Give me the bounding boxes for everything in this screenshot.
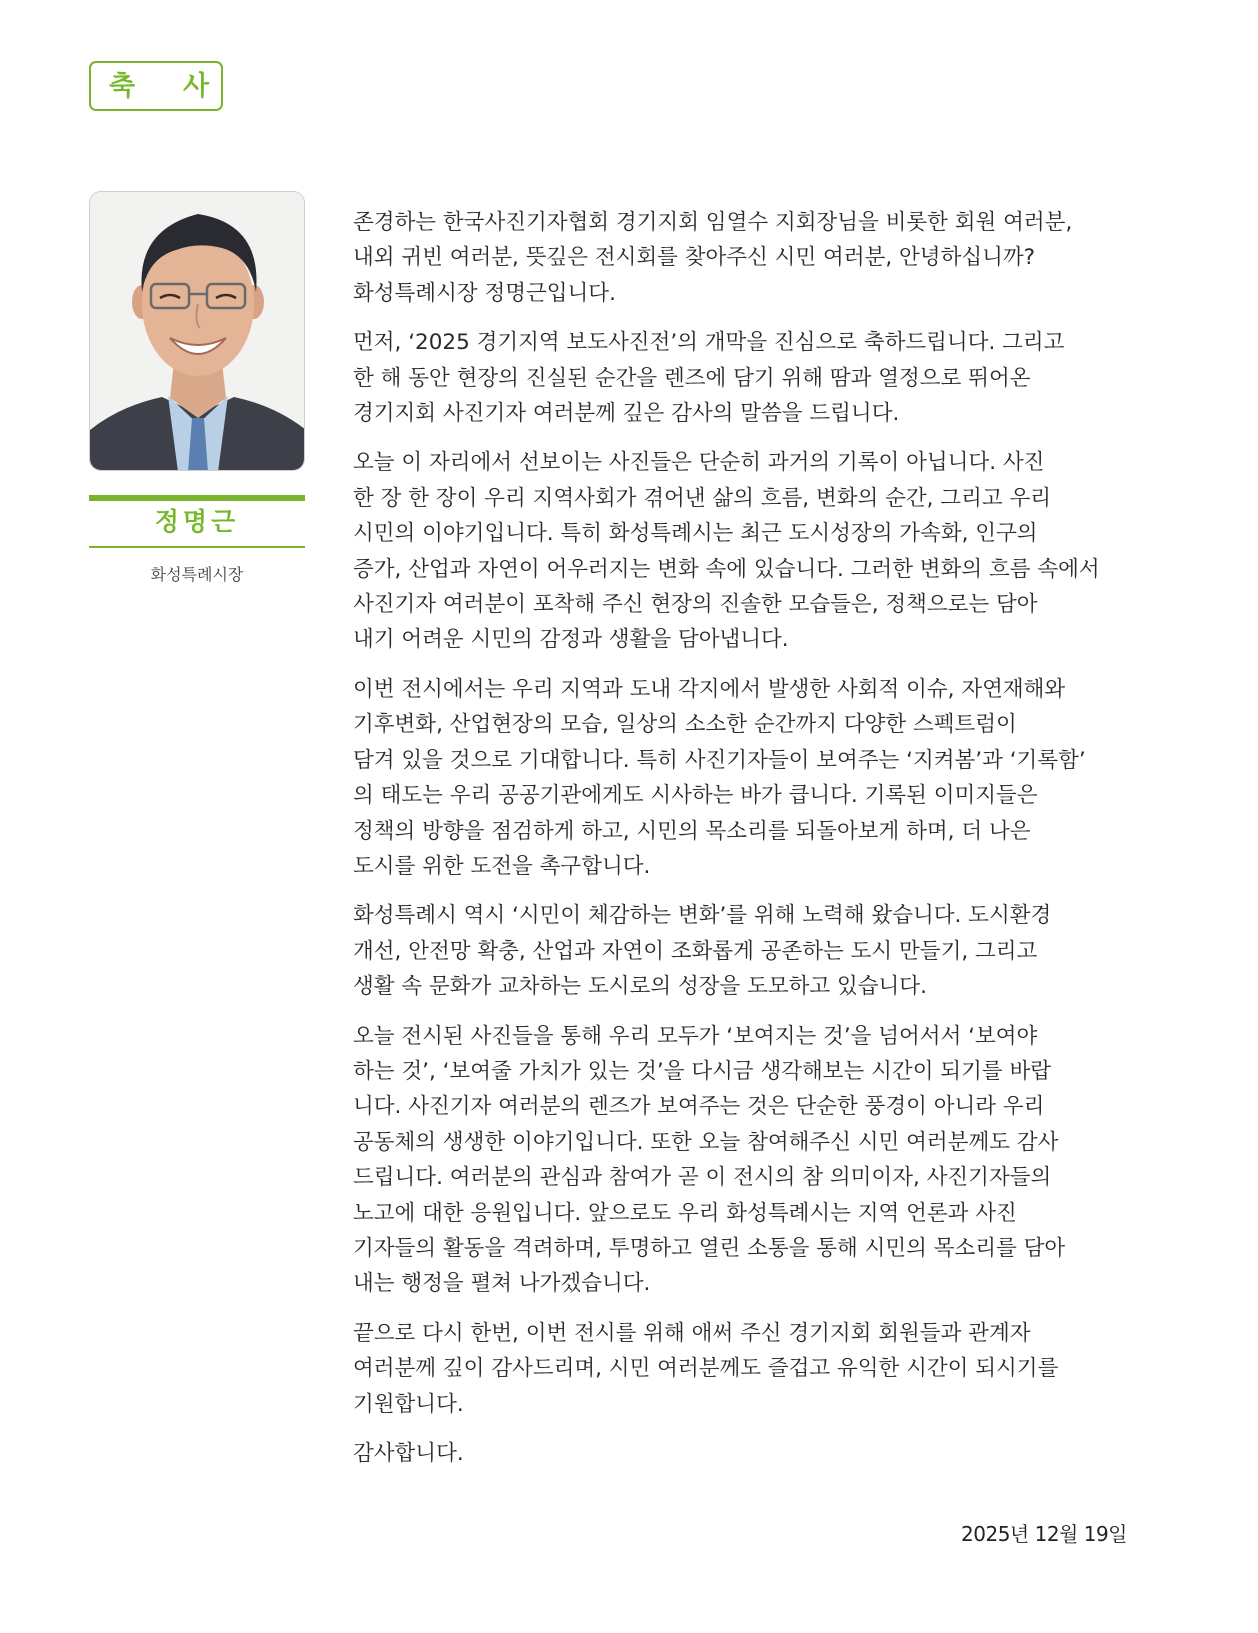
text-line: 기원합니다.: [353, 1391, 464, 1417]
text-line: 끝으로 다시 한번, 이번 전시를 위해 애써 주신 경기지회 회원들과 관계자: [353, 1320, 1031, 1346]
text-line: 개선, 안전망 확충, 산업과 자연이 조화롭게 공존하는 도시 만들기, 그리고: [353, 938, 1038, 964]
portrait-photo: [89, 191, 305, 471]
text-line: 공동체의 생생한 이야기입니다. 또한 오늘 참여해주신 시민 여러분께도 감사: [353, 1129, 1059, 1155]
text-line: 내기 어려운 시민의 감정과 생활을 담아냅니다.: [353, 627, 789, 653]
paragraph: [353, 1316, 1128, 1422]
text-line: 노고에 대한 응원입니다. 앞으로도 우리 화성특례시는 지역 언론과 사진: [353, 1200, 1017, 1226]
text-line: 오늘 이 자리에서 선보이는 사진들은 단순히 과거의 기록이 아닙니다. 사진: [353, 450, 1045, 476]
profile-name: 정명근: [154, 507, 240, 536]
text-line: 기후변화, 산업현장의 모습, 일상의 소소한 순간까지 다양한 스펙트럼이: [353, 712, 1017, 738]
badge-char-2: 사: [183, 71, 210, 102]
text-line: 내는 행정을 펼쳐 나가겠습니다.: [353, 1271, 651, 1297]
text-line: 내외 귀빈 여러분, 뜻깊은 전시회를 찾아주신 시민 여러분, 안녕하십니까?: [353, 245, 1036, 271]
text-line: 생활 속 문화가 교차하는 도시로의 성장을 도모하고 있습니다.: [353, 974, 927, 1000]
paragraph: [353, 898, 1128, 1004]
text-line: 한 해 동안 현장의 진실된 순간을 렌즈에 담기 위해 땀과 열정으로 뛰어온: [353, 365, 1031, 391]
text-line: 여러분께 깊이 감사드리며, 시민 여러분께도 즐겁고 유익한 시간이 되시기를: [353, 1356, 1059, 1382]
text-line: 존경하는 한국사진기자협회 경기지회 임열수 지회장님을 비롯한 회원 여러분,: [353, 210, 1073, 235]
paragraph: [353, 1436, 1128, 1471]
text-line: 의 태도는 우리 공공기관에게도 시사하는 바가 큽니다. 기록된 이미지들은: [353, 783, 1038, 809]
paragraph: [353, 205, 1128, 311]
text-line: 정책의 방향을 점검하게 하고, 시민의 목소리를 되돌아보게 하며, 더 나은: [353, 818, 1031, 844]
text-line: 먼저, ‘2025 경기지역 보도사진전’의 개막을 진심으로 축하드립니다. 그리고: [353, 330, 1065, 356]
name-divider-top: [89, 495, 305, 501]
badge-char-1: 축: [109, 71, 136, 102]
text-line: 드립니다. 여러분의 관심과 참여가 곧 이 전시의 참 의미이자, 사진기자들의: [353, 1165, 1052, 1191]
paragraph: [353, 1019, 1128, 1302]
text-line: 담겨 있을 것으로 기대합니다. 특히 사진기자들이 보여주는 ‘지켜봄’과 ‘기록함’: [353, 747, 1086, 773]
name-divider-bottom: [89, 546, 305, 548]
portrait-illustration: [90, 192, 305, 471]
text-line: 증가, 산업과 자연이 어우러지는 변화 속에 있습니다. 그러한 변화의 흐름 속에서: [353, 556, 1100, 582]
section-badge: [89, 61, 223, 111]
text-line: 화성특례시장 정명근입니다.: [353, 280, 616, 306]
text-line: 사진기자 여러분이 포착해 주신 현장의 진솔한 모습들은, 정책으로는 담아: [353, 592, 1038, 618]
date-line: 2025년 12월 19일: [961, 1522, 1127, 1546]
profile-role: 화성특례시장: [150, 565, 244, 584]
paragraph: [353, 325, 1128, 431]
text-line: 감사합니다.: [353, 1441, 464, 1466]
text-line: 도시를 위한 도전을 촉구합니다.: [353, 853, 651, 879]
text-line: 경기지회 사진기자 여러분께 깊은 감사의 말씀을 드립니다.: [353, 401, 900, 427]
text-line: 하는 것’, ‘보여줄 가치가 있는 것’을 다시금 생각해보는 시간이 되기를 바랍: [353, 1058, 1051, 1084]
message-body: [353, 205, 1128, 1485]
text-line: 오늘 전시된 사진들을 통해 우리 모두가 ‘보여지는 것’을 넘어서서 ‘보여야: [353, 1023, 1038, 1049]
text-line: 니다. 사진기자 여러분의 렌즈가 보여주는 것은 단순한 풍경이 아니라 우리: [353, 1094, 1045, 1120]
text-line: 한 장 한 장이 우리 지역사회가 겪어낸 삶의 흐름, 변화의 순간, 그리고 우리: [353, 485, 1051, 511]
text-line: 기자들의 활동을 격려하며, 투명하고 열린 소통을 통해 시민의 목소리를 담아: [353, 1235, 1066, 1261]
paragraph: [353, 672, 1128, 884]
text-line: 시민의 이야기입니다. 특히 화성특례시는 최근 도시성장의 가속화, 인구의: [353, 521, 1038, 547]
paragraph: [353, 445, 1128, 657]
text-line: 화성특례시 역시 ‘시민이 체감하는 변화’를 위해 노력해 왔습니다. 도시환경: [353, 903, 1052, 929]
text-line: 이번 전시에서는 우리 지역과 도내 각지에서 발생한 사회적 이슈, 자연재해와: [353, 676, 1066, 702]
